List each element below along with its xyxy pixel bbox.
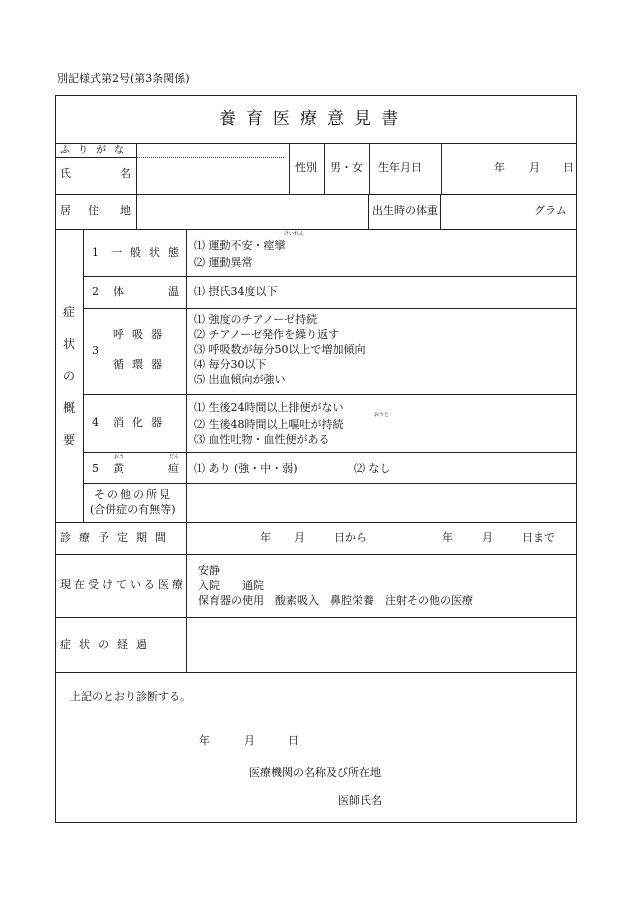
item-temp-opt1: ⑴ 摂氏34度以下 xyxy=(194,285,278,298)
dob-year: 年 xyxy=(494,161,505,174)
item-jaundice-label1: 黄 xyxy=(113,462,124,475)
item-jaundice-label2: 疸 xyxy=(168,462,179,475)
item-resp-opt5: ⑸ 出血傾向が強い xyxy=(194,373,286,386)
item-jaundice-opt1: ⑴ あり (強・中・弱) xyxy=(194,462,298,475)
item-resp-label1: 呼吸器 xyxy=(113,328,170,341)
treatment-line2: 入院 通院 xyxy=(198,579,264,592)
treatment-line1: 安静 xyxy=(198,564,220,577)
item-digest-opt1: ⑴ 生後24時間以上排便がない xyxy=(194,401,344,414)
item-temp-label1: 体 xyxy=(113,285,124,298)
other-findings-sublabel: (合併症の有無等) xyxy=(90,503,176,516)
item-digest-ruby: おうと xyxy=(374,412,390,418)
name-label-second: 名 xyxy=(120,167,131,180)
item-resp-num: 3 xyxy=(92,344,99,357)
doctor-name-label: 医師氏名 xyxy=(338,794,382,807)
item-temp-label2: 温 xyxy=(168,285,179,298)
item-general-label: 一般状態 xyxy=(111,246,187,259)
period-from-day: 日から xyxy=(334,531,367,544)
period-to-year: 年 xyxy=(442,531,453,544)
current-treatment-label: 現在受けている医療 xyxy=(60,578,186,591)
item-digest-opt2: ⑵ 生後48時間以上嘔吐が持続 xyxy=(194,418,344,431)
address-label-1: 居 xyxy=(60,204,71,217)
item-jaundice-num: 5 xyxy=(92,462,99,475)
progress-label: 症状の経過 xyxy=(60,638,155,651)
period-to-month: 月 xyxy=(482,531,493,544)
footer-month: 月 xyxy=(244,734,255,747)
dob-day: 日 xyxy=(563,161,574,174)
item-general-opt1: ⑴ 運動不安・痙攣 xyxy=(194,239,286,252)
item-temp-num: 2 xyxy=(92,285,99,298)
diagnosis-statement: 上記のとおり診断する。 xyxy=(70,690,191,703)
item-resp-label2: 循環器 xyxy=(113,358,170,371)
item-jaundice-ruby1: おう xyxy=(114,454,125,460)
address-label-2: 住 xyxy=(88,204,99,217)
period-from-year: 年 xyxy=(260,531,271,544)
furigana-label: ふりがな xyxy=(60,145,132,156)
item-digest-label: 消化器 xyxy=(113,416,170,429)
sex-label: 性別 xyxy=(295,161,317,174)
item-general-num: 1 xyxy=(92,246,99,259)
dob-month: 月 xyxy=(529,161,540,174)
item-jaundice-opt2: ⑵ なし xyxy=(354,462,391,475)
item-digest-num: 4 xyxy=(92,416,99,429)
dob-label: 生年月日 xyxy=(378,161,422,174)
item-resp-opt3: ⑶ 呼吸数が毎分50以上で増加傾向 xyxy=(194,343,366,356)
sex-options[interactable]: 男・女 xyxy=(330,161,363,174)
period-from-month: 月 xyxy=(294,531,305,544)
gram-unit: グラム xyxy=(534,204,567,217)
footer-year: 年 xyxy=(199,734,210,747)
treatment-period-label: 診療予定期間 xyxy=(60,531,174,544)
institution-label: 医療機関の名称及び所在地 xyxy=(249,766,381,779)
item-resp-opt4: ⑷ 毎分30以下 xyxy=(194,358,267,371)
footer-day: 日 xyxy=(288,734,299,747)
address-label-3: 地 xyxy=(120,204,131,217)
item-general-opt2: ⑵ 運動異常 xyxy=(194,256,253,269)
other-findings-label: その他の所見 xyxy=(94,488,172,501)
name-label-first: 氏 xyxy=(60,167,71,180)
birth-weight-label: 出生時の体重 xyxy=(372,204,438,217)
period-to-day: 日まで xyxy=(522,531,555,544)
symptoms-heading: 症 状 の 概 要 xyxy=(62,305,75,447)
item-resp-opt1: ⑴ 強度のチアノーゼ持続 xyxy=(194,313,318,326)
item-general-ruby: けいれん xyxy=(284,231,305,237)
medical-opinion-form xyxy=(55,95,577,823)
treatment-line3: 保育器の使用 酸素吸入 鼻腔栄養 注射その他の医療 xyxy=(198,594,473,607)
item-jaundice-ruby2: だん xyxy=(169,454,180,460)
item-resp-opt2: ⑵ チアノーゼ発作を繰り返す xyxy=(194,328,340,341)
form-title: 養育医療意見書 xyxy=(219,109,408,129)
item-digest-opt3: ⑶ 血性吐物・血性便がある xyxy=(194,433,330,446)
form-caption: 別記様式第2号(第3条関係) xyxy=(57,72,190,85)
